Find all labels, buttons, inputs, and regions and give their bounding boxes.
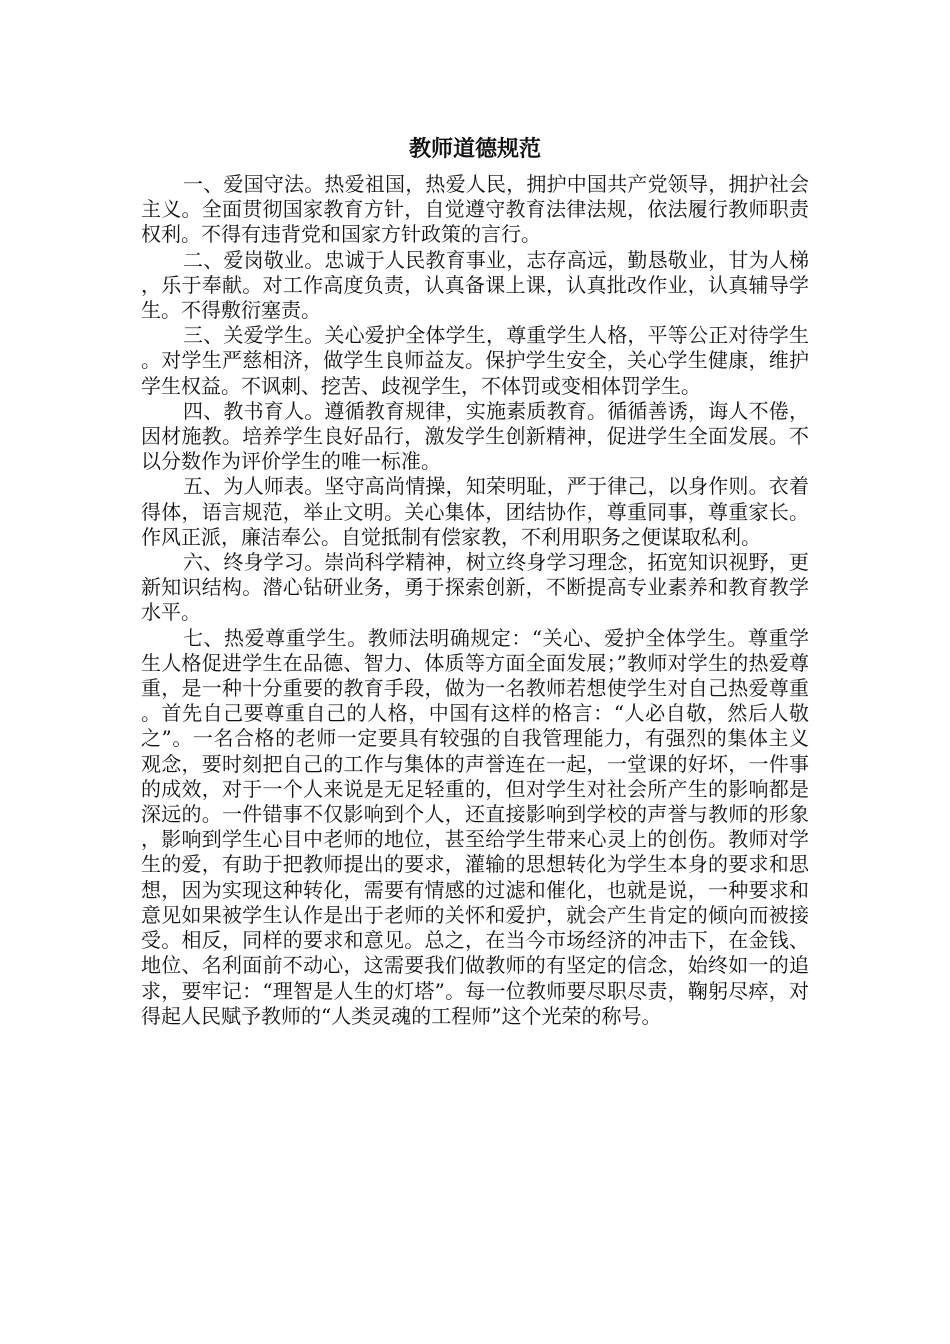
paragraph-teaching: 四、教书育人。遵循教育规律，实施素质教育。循循善诱，诲人不倦，因材施教。培养学生良好品行，激发学生创新精神，促进学生全面发展。不以分数作为评价学生的唯一标准。: [141, 398, 809, 474]
document-body: [141, 172, 809, 1029]
paragraph-dedication: 二、爱岗敬业。忠诚于人民教育事业，志存高远，勤恳敬业，甘为人梯，乐于奉献。对工作高度负责，认真备课上课，认真批改作业，认真辅导学生。不得敷衍塞责。: [141, 247, 809, 323]
paragraph-care-for-students: 三、关爱学生。关心爱护全体学生，尊重学生人格，平等公正对待学生。对学生严慈相济，做学生良师益友。保护学生安全，关心学生健康，维护学生权益。不讽刺、挖苦、歧视学生，不体罚或变相体罚学生。: [141, 323, 809, 398]
paragraph-role-model: 五、为人师表。坚守高尚情操，知荣明耻，严于律己，以身作则。衣着得体，语言规范，举止文明。关心集体，团结协作，尊重同事，尊重家长。作风正派，廉洁奉公。自觉抵制有偿家教，不利用职务之便谋取私利。: [141, 474, 809, 549]
paragraph-respect-students: 七、热爱尊重学生。教师法明确规定：“关心、爱护全体学生。尊重学生人格促进学生在品德、智力、体质等方面全面发展；”教师对学生的热爱尊重，是一种十分重要的教育手段，做为一名教师若想使学生对自己热爱尊重。首先自己要尊重自己的人格，中国有这样的格言：“人必自敬，然后人敬之”。一名合格的老师一定要具有较强的自我管理能力，有强烈的集体主义观念，要时刻把自己的工作与集体的声誉连在一起，一堂课的好坏，一件事的成效，对于一个人来说是无足轻重的，但对学生对社会所产生的影响都是深远的。一件错事不仅影响到个人，还直接影响到学校的声誉与教师的形象，影响到学生心目中老师的地位，甚至给学生带来心灵上的创伤。教师对学生的爱，有助于把教师提出的要求，灌输的思想转化为学生本身的要求和思想，因为实现这种转化，需要有情感的过滤和催化，也就是说，一种要求和意见如果被学生认作是出于老师的关怀和爱护，就会产生肯定的倾向而被接受。相反，同样的要求和意见。总之，在当今市场经济的冲击下，在金钱、地位、名利面前不动心，这需要我们做教师的有坚定的信念，始终如一的追求，要牢记：“理智是人生的灯塔”。每一位教师要尽职尽责，鞠躬尽瘁，对得起人民赋予教师的“人类灵魂的工程师”这个光荣的称号。: [141, 625, 809, 1028]
paragraph-lifelong-learning: 六、终身学习。崇尚科学精神，树立终身学习理念，拓宽知识视野，更新知识结构。潜心钻研业务，勇于探索创新，不断提高专业素养和教育教学水平。: [141, 550, 809, 625]
paragraph-patriotism: 一、爱国守法。热爱祖国，热爱人民，拥护中国共产党领导，拥护社会主义。全面贯彻国家教育方针，自觉遵守教育法律法规，依法履行教师职责权利。不得有违背党和国家方针政策的言行。: [141, 172, 809, 247]
document-title: 教师道德规范: [408, 136, 541, 162]
